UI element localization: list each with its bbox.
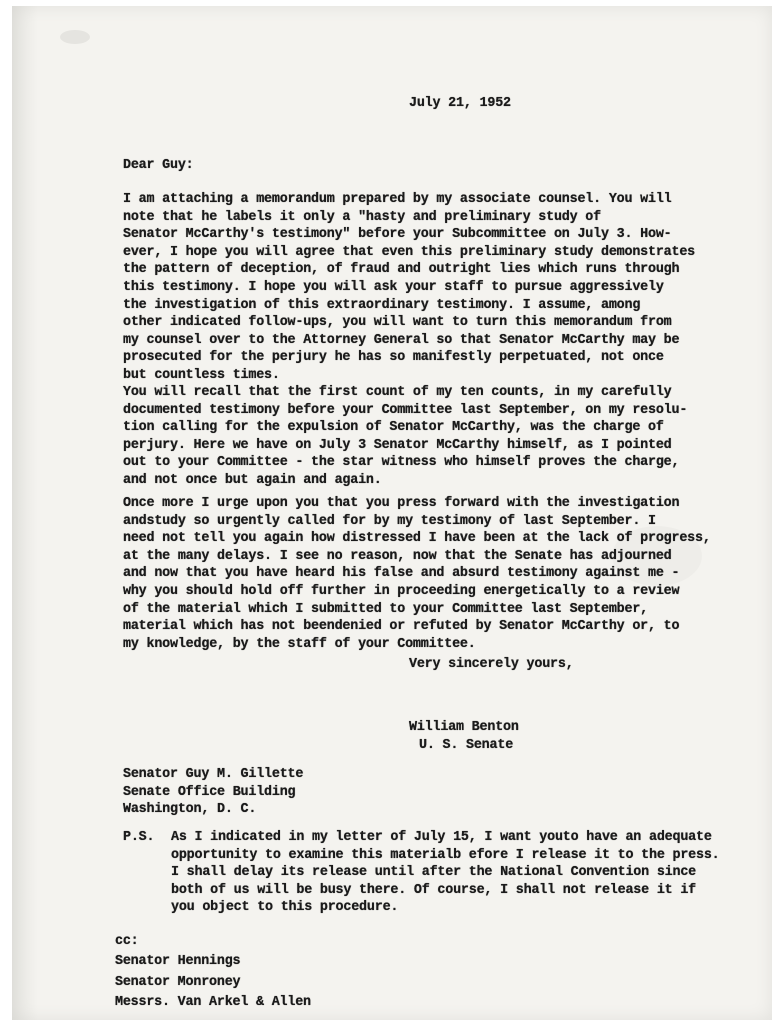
cc-recipient: Senator Monroney bbox=[115, 974, 241, 990]
text-line: material which has not beendenied or refuted by Senator McCarthy or, to bbox=[123, 619, 680, 635]
text-line: this testimony. I hope you will ask your staff to pursue aggressively bbox=[123, 279, 664, 295]
recipient-address bbox=[123, 766, 303, 819]
signer-title: U. S. Senate bbox=[419, 737, 514, 753]
body-paragraph-1 bbox=[123, 191, 695, 385]
text-line: documented testimony before your Committee last September, on my resolu- bbox=[123, 402, 688, 418]
text-line: Senator McCarthy's testimony" before your Subcommittee on July 3. How- bbox=[123, 227, 672, 243]
letter-date: July 21, 1952 bbox=[409, 96, 511, 111]
text-line: I shall delay its release until after the National Convention since bbox=[171, 865, 696, 881]
complimentary-close: Very sincerely yours, bbox=[409, 657, 574, 672]
body-paragraph-3 bbox=[123, 495, 711, 653]
text-line: You will recall that the first count of my ten counts, in my carefully bbox=[123, 385, 672, 400]
text-line: at the many delays. I see no reason, now that the Senate has adjourned bbox=[123, 548, 672, 564]
text-line: my counsel over to the Attorney General so that Senator McCarthy may be bbox=[123, 332, 680, 348]
text-line: prosecuted for the perjury he has so manifestly perpetuated, not once bbox=[123, 350, 664, 366]
text-line: andstudy so urgently called for by my testimony of last September. I bbox=[123, 513, 656, 529]
text-line: but countless times. bbox=[123, 367, 280, 383]
text-line: I am attaching a memorandum prepared by my associate counsel. You will bbox=[123, 192, 672, 207]
text-line: tion calling for the expulsion of Senator McCarthy, was the charge of bbox=[123, 420, 664, 436]
text-line: and not once but again and again. bbox=[123, 472, 382, 488]
text-line: As I indicated in my letter of July 15, I want youto have an adequate bbox=[171, 830, 712, 845]
text-line: other indicated follow-ups, you will want to turn this memorandum from bbox=[123, 315, 672, 331]
address-line: Senator Guy M. Gillette bbox=[123, 767, 304, 782]
salutation: Dear Guy: bbox=[123, 158, 194, 173]
text-line: need not tell you again how distressed I have been at the lack of progress, bbox=[123, 531, 711, 547]
body-paragraph-2 bbox=[123, 384, 687, 490]
text-line: why you should hold off further in proceeding energetically to a review bbox=[123, 583, 680, 599]
text-line: Once more I urge upon you that you press forward with the investigation bbox=[123, 496, 680, 511]
address-line: Washington, D. C. bbox=[123, 802, 257, 818]
letter-page bbox=[12, 6, 772, 1020]
text-line: and now that you have heard his false and absurd testimony against me - bbox=[123, 566, 680, 582]
signer-name: William Benton bbox=[409, 720, 519, 735]
text-line: both of us will be busy there. Of course, I shall not release it if bbox=[171, 882, 696, 898]
text-line: you object to this procedure. bbox=[171, 900, 399, 916]
postscript-body bbox=[171, 829, 720, 917]
text-line: ever, I hope you will agree that even this preliminary study demonstrates bbox=[123, 244, 696, 260]
text-line: opportunity to examine this materialb efore I release it to the press. bbox=[171, 847, 720, 863]
text-line: note that he labels it only a "hasty and preliminary study of bbox=[123, 209, 601, 225]
text-line: the investigation of this extraordinary testimony. I assume, among bbox=[123, 297, 641, 313]
signature-block bbox=[409, 719, 519, 754]
text-line: my knowledge, by the staff of your Committee. bbox=[123, 636, 476, 652]
text-line: out to your Committee - the star witness who himself proves the charge, bbox=[123, 455, 680, 471]
cc-recipient: Messrs. Van Arkel & Allen bbox=[115, 995, 311, 1011]
address-line: Senate Office Building bbox=[123, 784, 296, 800]
text-line: perjury. Here we have on July 3 Senator McCarthy himself, as I pointed bbox=[123, 437, 672, 453]
cc-label: cc: bbox=[115, 934, 139, 949]
text-line: of the material which I submitted to your Committee last September, bbox=[123, 601, 648, 617]
text-line: the pattern of deception, of fraud and outright lies which runs through bbox=[123, 262, 680, 278]
postscript-label: P.S. bbox=[123, 830, 155, 845]
cc-recipient: Senator Hennings bbox=[115, 954, 241, 970]
carbon-copy-list bbox=[115, 933, 311, 1015]
paper-smudge bbox=[60, 30, 90, 44]
